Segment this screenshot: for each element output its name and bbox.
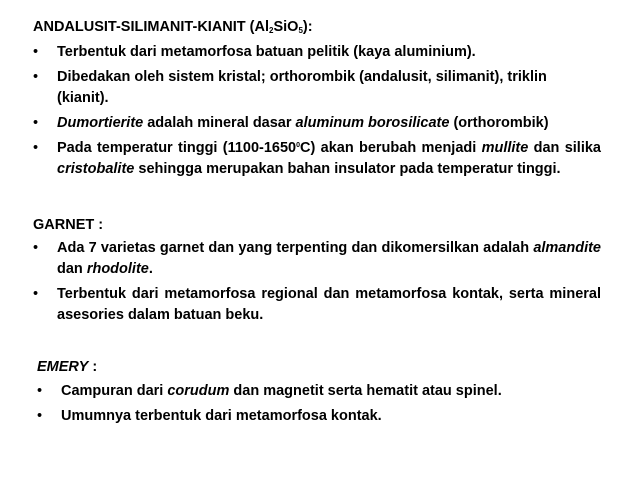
italic-term: Dumortierite [57, 115, 144, 131]
italic-term: almandite [533, 240, 601, 256]
bullet-text: C) akan berubah menjadi [300, 140, 482, 156]
list-item [37, 406, 605, 427]
heading-andalusit-end: ): [302, 19, 313, 35]
bullet-text: Dibedakan oleh sistem kristal; orthorombik (andalusit, silimanit), triklin (kianit). [57, 69, 547, 106]
heading-emery-colon: : [88, 359, 98, 375]
italic-term: rhodolite [86, 261, 149, 277]
list-item [33, 113, 601, 134]
bullet-icon: • [33, 44, 39, 60]
italic-term: corudum [167, 383, 230, 399]
bullet-text: Terbentuk dari metamorfosa batuan pelitik (kaya aluminium). [57, 44, 476, 60]
list-item [33, 138, 601, 180]
bullet-text: Ada 7 varietas garnet dan yang terpenting dan dikomersilkan adalah [57, 240, 534, 256]
bullet-text: Umumnya terbentuk dari metamorfosa kontak. [61, 408, 382, 424]
list-andalusit [33, 42, 601, 184]
heading-andalusit [33, 18, 313, 36]
list-item [33, 67, 601, 109]
italic-term: mullite [481, 140, 529, 156]
bullet-text: Pada temperatur tinggi (1100-1650 [57, 140, 297, 156]
italic-term: cristobalite [57, 161, 135, 177]
subscript-5: 5 [298, 26, 303, 35]
heading-garnet: GARNET : [33, 217, 104, 233]
italic-term: aluminum borosilicate [295, 115, 450, 131]
bullet-icon: • [37, 383, 43, 399]
bullet-text: Terbentuk dari metamorfosa regional dan metamorfosa kontak, serta mineral asesories dalam batuan beku. [57, 286, 601, 323]
bullet-text: Campuran dari [61, 383, 168, 399]
list-item [33, 238, 601, 280]
bullet-text: sehingga merupakan bahan insulator pada temperatur tinggi. [134, 161, 561, 177]
bullet-text: . [148, 261, 153, 277]
subscript-2: 2 [269, 26, 274, 35]
bullet-icon: • [33, 286, 39, 302]
list-item [33, 284, 601, 326]
superscript-0: 0 [296, 142, 301, 149]
bullet-icon: • [33, 69, 39, 85]
heading-andalusit-text: ANDALUSIT-SILIMANIT-KIANIT (Al [33, 19, 270, 35]
bullet-icon: • [33, 115, 39, 131]
bullet-icon: • [33, 140, 39, 156]
bullet-text: (orthorombik) [449, 115, 549, 131]
list-garnet [33, 238, 601, 330]
list-item [37, 381, 605, 402]
heading-emery-text: EMERY [37, 359, 89, 375]
bullet-text: adalah mineral dasar [143, 115, 296, 131]
bullet-icon: • [37, 408, 43, 424]
bullet-text: dan [57, 261, 87, 277]
heading-andalusit-mid: SiO [273, 19, 299, 35]
list-emery [37, 381, 605, 431]
bullet-text: dan silika [528, 140, 601, 156]
bullet-text: dan magnetit serta hematit atau spinel. [229, 383, 502, 399]
bullet-icon: • [33, 240, 39, 256]
heading-emery [37, 358, 97, 376]
list-item [33, 42, 601, 63]
